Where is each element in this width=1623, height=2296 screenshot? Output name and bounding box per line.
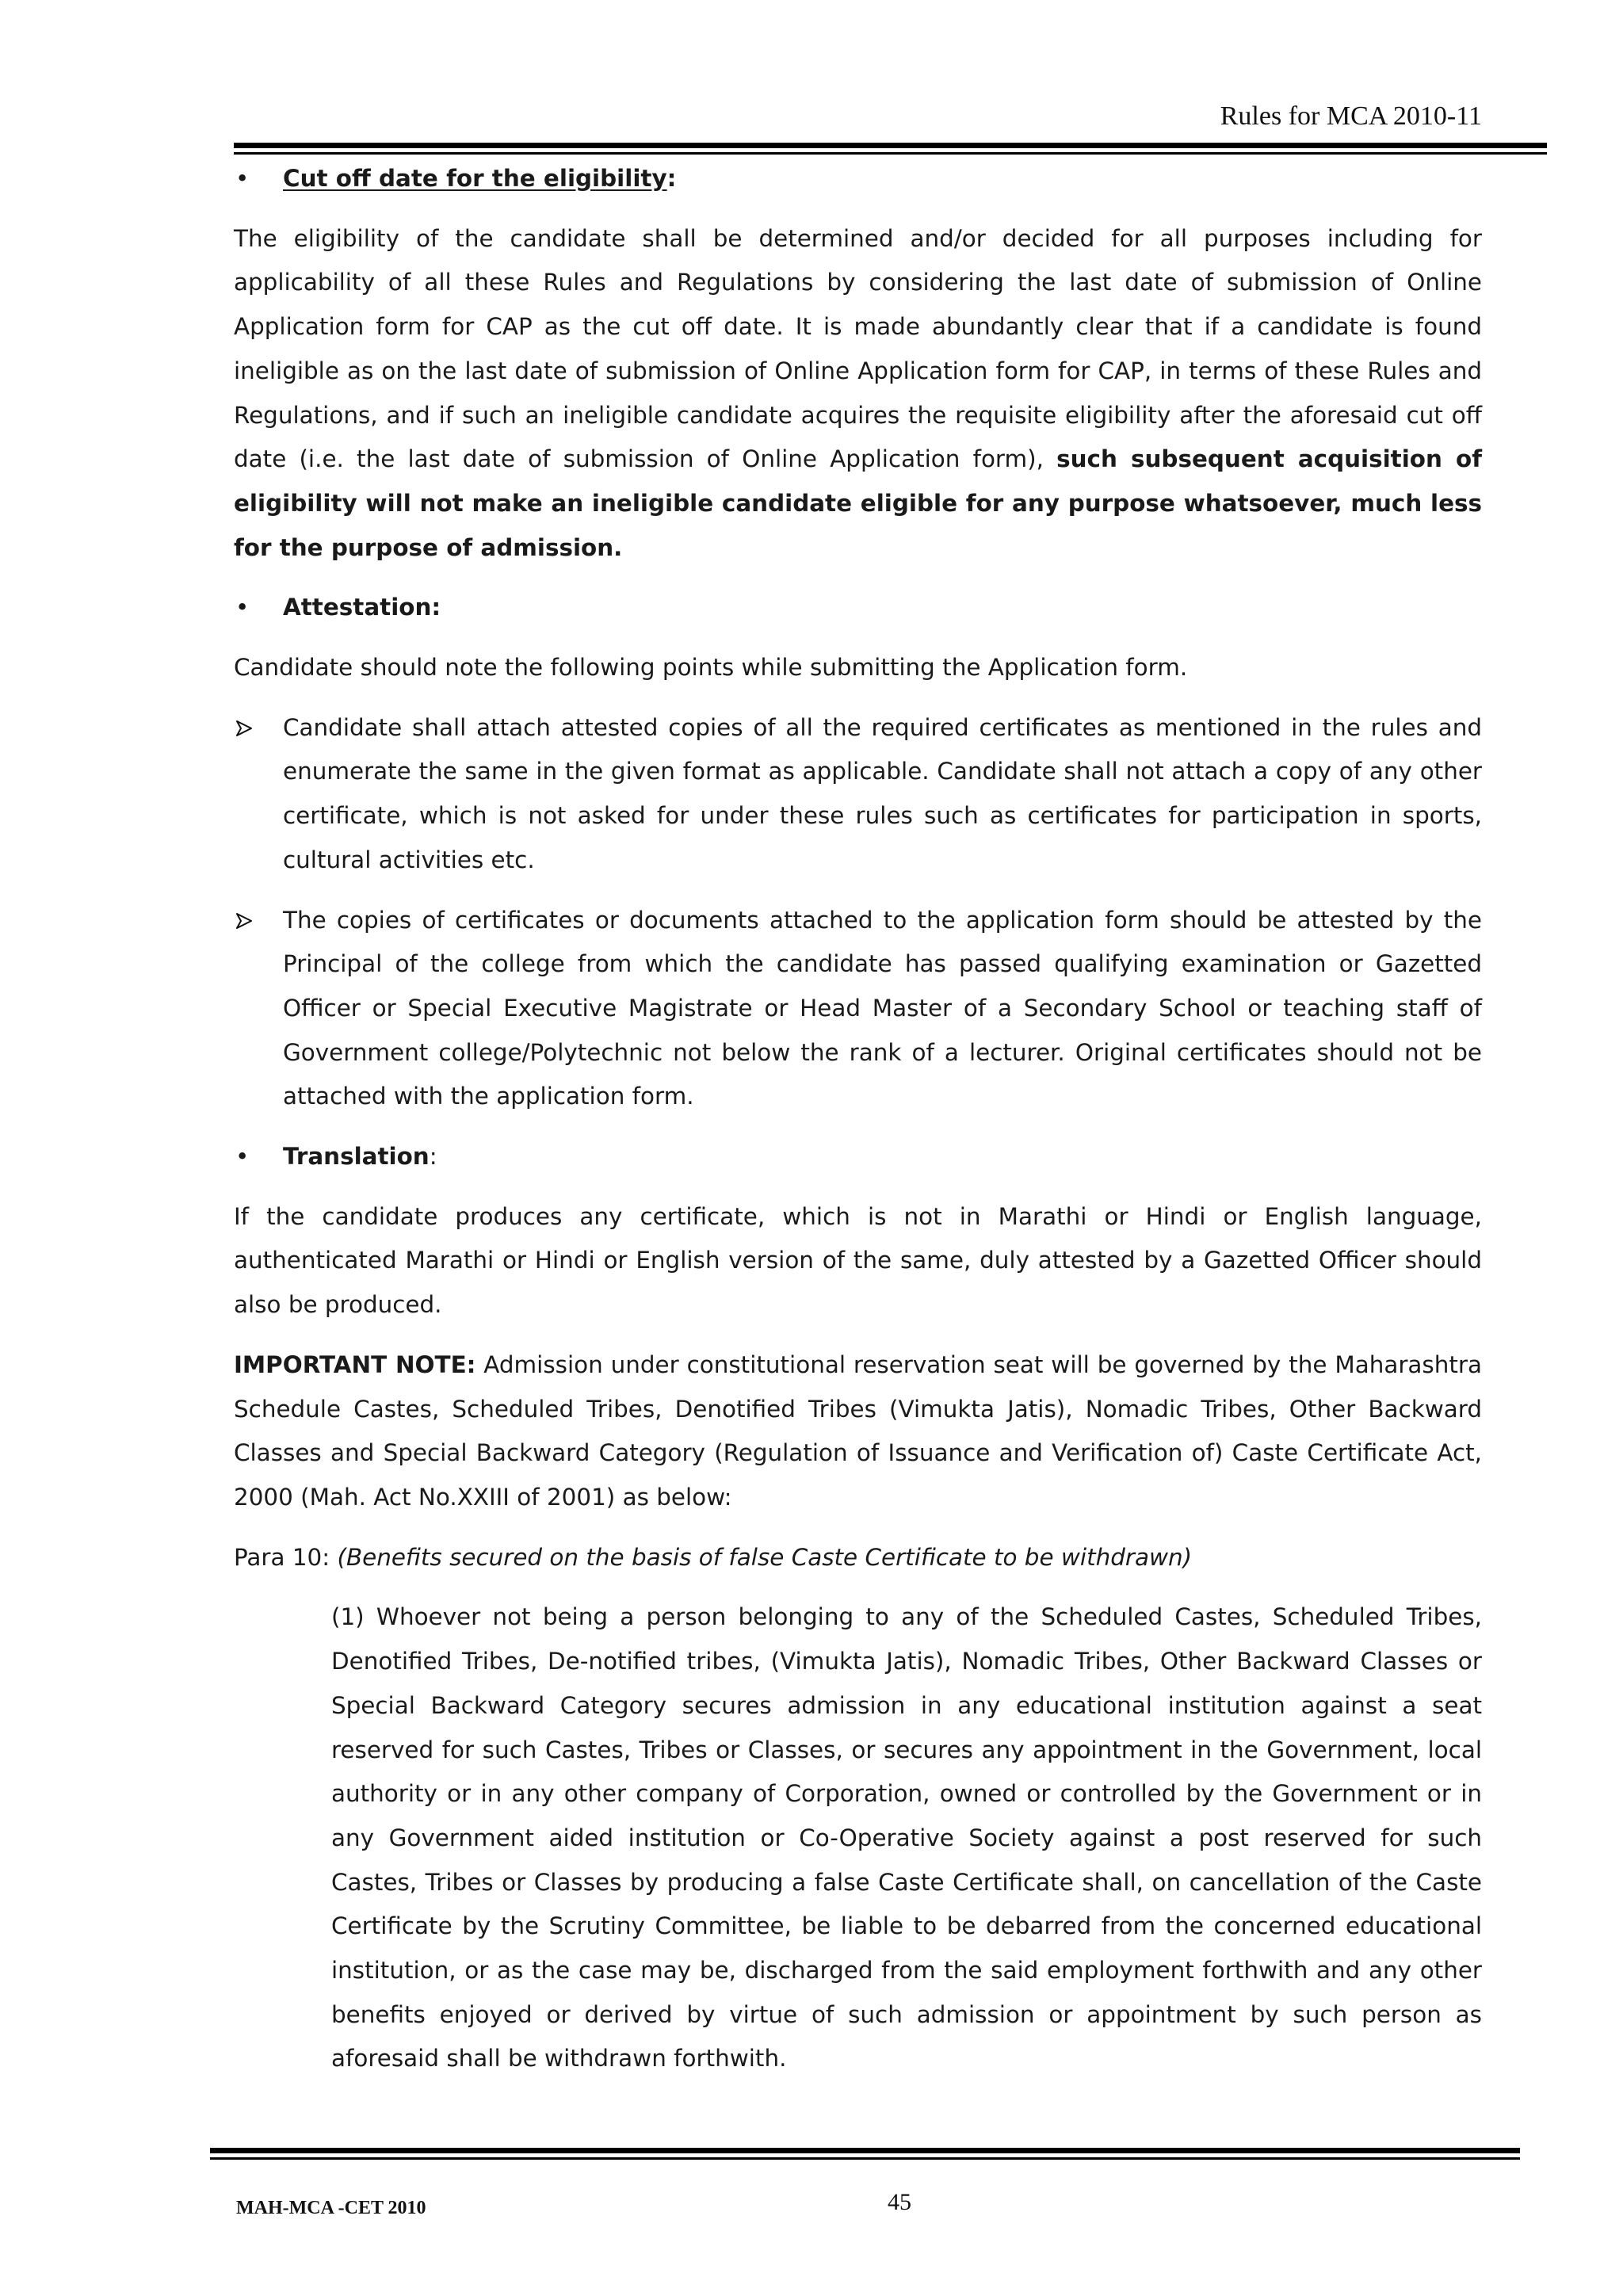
attestation-item-text: The copies of certificates or documents attached to the application form should be attested by the Principal of the college from which the candidate has passed qualifying examination or Gazetted Officer or Special Executive Magistrate or Head Master of a Secondary School or teaching staff of Government college/Polytechnic not below the rank of a lecturer. Original certificates should not be attached with the application form. bbox=[283, 906, 1482, 1110]
page-number: 45 bbox=[888, 2189, 911, 2215]
cutoff-paragraph: The eligibility of the candidate shall be determined and/or decided for all purposes including for applicability of all these Rules and Regulations by considering the last date of submission of Online Application form for CAP as the cut off date. It is made abundantly clear that if a candidate is found ineligible as on the last date of submission of Online Application form for CAP, in terms of these Rules and Regulations, and if such an ineligible candidate acquires the requisite eligibility after the aforesaid cut off date (i.e. the last date of submission of Online Application form), such subsequent acquisition of eligibility will not make an ineligible candidate eligible for any purpose whatsoever, much less for the purpose of admission. bbox=[234, 224, 1482, 561]
attestation-heading-text: Attestation: bbox=[283, 594, 441, 621]
para10-heading: Para 10: (Benefits secured on the basis of false Caste Certificate to be withdrawn) bbox=[234, 1543, 1193, 1571]
attestation-item-text: Candidate shall attach attested copies of all the required certificates as mentioned in the rules and enumerate the same in the given format as applicable. Candidate shall not attach a copy of any other certificate, which is not asked for under these rules such as certificates for participation in sports, cultural activities etc. bbox=[283, 713, 1482, 873]
para10-title: (Benefits secured on the basis of false Caste Certificate to be withdrawn) bbox=[337, 1543, 1193, 1571]
header-rule-thin bbox=[234, 152, 1547, 155]
translation-heading: • Translation: bbox=[234, 1135, 1482, 1179]
bullet-icon: • bbox=[235, 1143, 250, 1171]
attestation-item-1 bbox=[234, 706, 1482, 883]
cutoff-heading: • Cut off date for the eligibility: bbox=[234, 157, 1482, 201]
translation-paragraph: If the candidate produces any certificate, which is not in Marathi or Hindi or English language, authenticated Marathi or Hindi or English version of the same, duly attested by a Gazetted Officer should also be produced. bbox=[234, 1202, 1482, 1319]
footer-rule-thin bbox=[210, 2157, 1520, 2160]
cutoff-emphasis: such subsequent acquisition of eligibility will not make an ineligible candidate eligible for any purpose whatsoever, much less for the purpose of admission. bbox=[234, 445, 1482, 561]
bullet-icon: • bbox=[235, 594, 250, 621]
attestation-heading bbox=[234, 586, 1482, 630]
footer-rule-thick bbox=[210, 2148, 1520, 2153]
arrow-bullet-icon bbox=[235, 899, 253, 930]
attestation-intro: Candidate should note the following points while submitting the Application form. bbox=[234, 654, 1188, 682]
para10-clause: (1) Whoever not being a person belonging to any of the Scheduled Castes, Scheduled Tribes, Denotified Tribes, De-notified tribes, (Vimukta Jatis), Nomadic Tribes, Other Backward Classes or Special Backward Category secures admission in any educational institution against a seat reserved for such Castes, Tribes or Classes, or secures any appointment in the Government, local authority or in any other company of Corporation, owned or controlled by the Government or in any Government aided institution or Co-Operative Society against a post reserved for such Castes, Tribes or Classes by producing a false Caste Certificate shall, on cancellation of the Caste Certificate by the Scrutiny Committee, be liable to be debarred from the concerned educational institution, or as the case may be, discharged from the said employment forthwith and any other benefits enjoyed or derived by virtue of such admission or appointment by such person as aforesaid shall be withdrawn forthwith. bbox=[331, 1603, 1482, 2073]
footer-label: MAH-MCA -CET 2010 bbox=[236, 2198, 426, 2218]
cutoff-heading-text: Cut off date for the eligibility bbox=[283, 165, 667, 192]
translation-heading-text: Translation bbox=[283, 1143, 430, 1171]
important-note: IMPORTANT NOTE: Admission under constitutional reservation seat will be governed by the Maharashtra Schedule Castes, Scheduled Tribes, Denotified Tribes (Vimukta Jatis), Nomadic Tribes, Other Backward Classes and Special Backward Category (Regulation of Issuance and Verification of) Caste Certificate Act, 2000 (Mah. Act No.XXIII of 2001) as below: bbox=[234, 1350, 1482, 1511]
attestation-item-2 bbox=[234, 899, 1482, 1120]
arrow-bullet-icon bbox=[235, 706, 253, 737]
header-title: Rules for MCA 2010-11 bbox=[1220, 101, 1482, 131]
bullet-icon: • bbox=[235, 165, 250, 192]
header-rule-thick bbox=[234, 143, 1547, 148]
page-content bbox=[234, 157, 1482, 2081]
important-note-label: IMPORTANT NOTE: bbox=[234, 1350, 476, 1378]
